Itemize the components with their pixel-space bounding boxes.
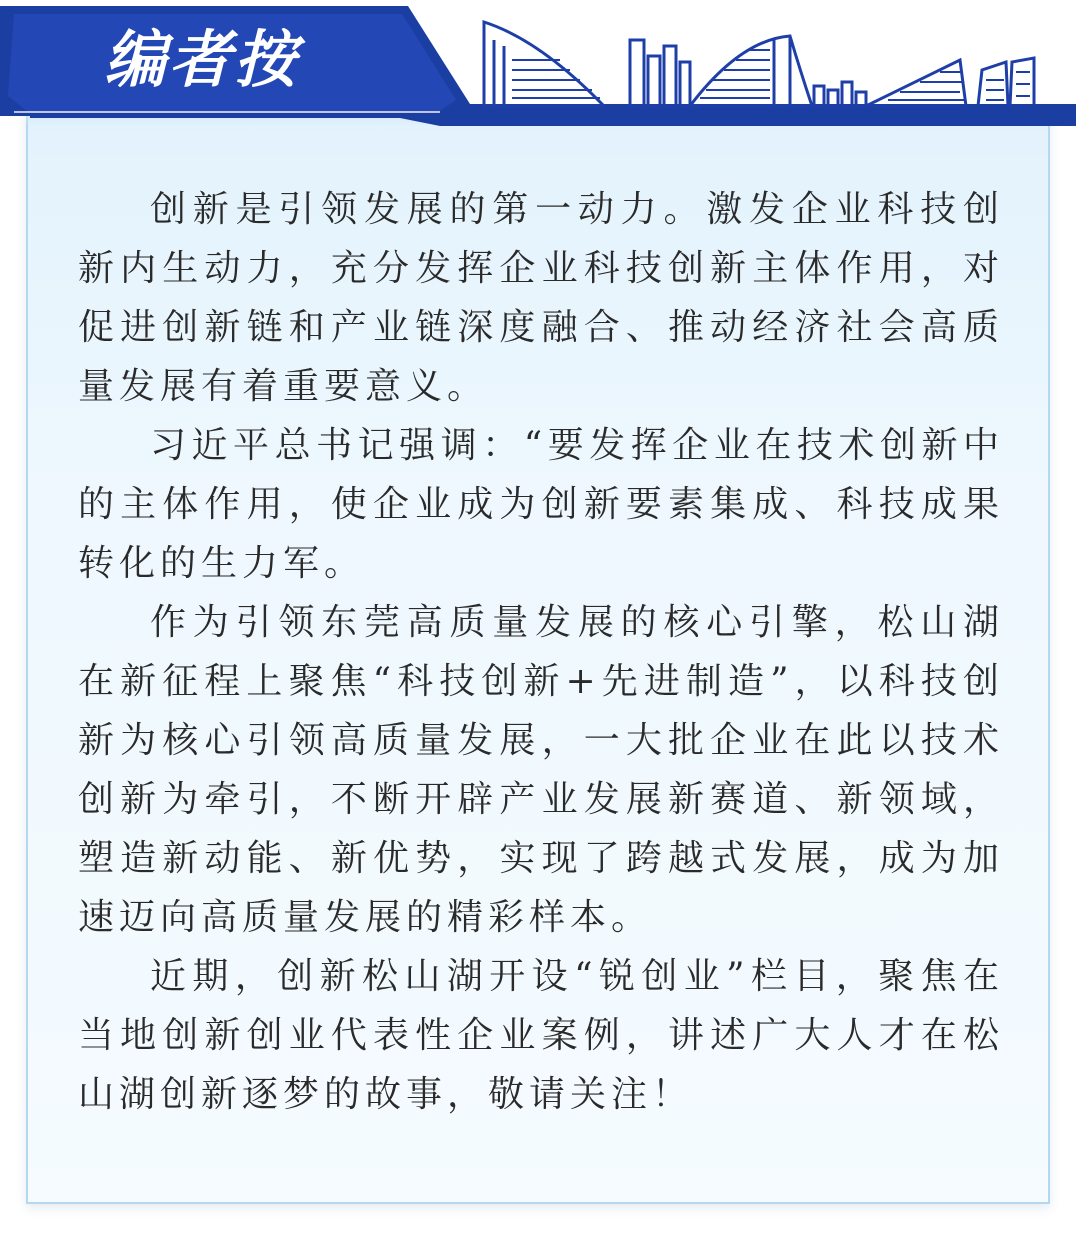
paragraph-1: 创新是引领发展的第一动力。激发企业科技创新内生动力，充分发挥企业科技创新主体作用，对促进创新链和产业链深度融合、推动经济社会高质量发展有着重要意义。 [78, 189, 1004, 407]
page-title: 编者按 [104, 23, 300, 96]
article-body [78, 180, 1004, 1124]
paragraph-3: 作为引领东莞高质量发展的核心引擎，松山湖在新征程上聚焦“科技创新+先进制造”，以科技创新为核心引领高质量发展，一大批企业在此以技术创新为牵引，不断开辟产业发展新赛道、新领域，塑造新动能、新优势，实现了跨越式发展，成为加速迈向高质量发展的精彩样本。 [78, 602, 1004, 938]
paragraph-2: 习近平总书记强调：“要发挥企业在技术创新中的主体作用，使企业成为创新要素集成、科技成果转化的生力军。 [78, 425, 1004, 584]
city-skyline-icon [484, 22, 1034, 106]
paragraph-4: 近期，创新松山湖开设“锐创业”栏目，聚焦在当地创新创业代表性企业案例，讲述广大人才在松山湖创新逐梦的故事，敬请关注！ [78, 956, 1004, 1115]
